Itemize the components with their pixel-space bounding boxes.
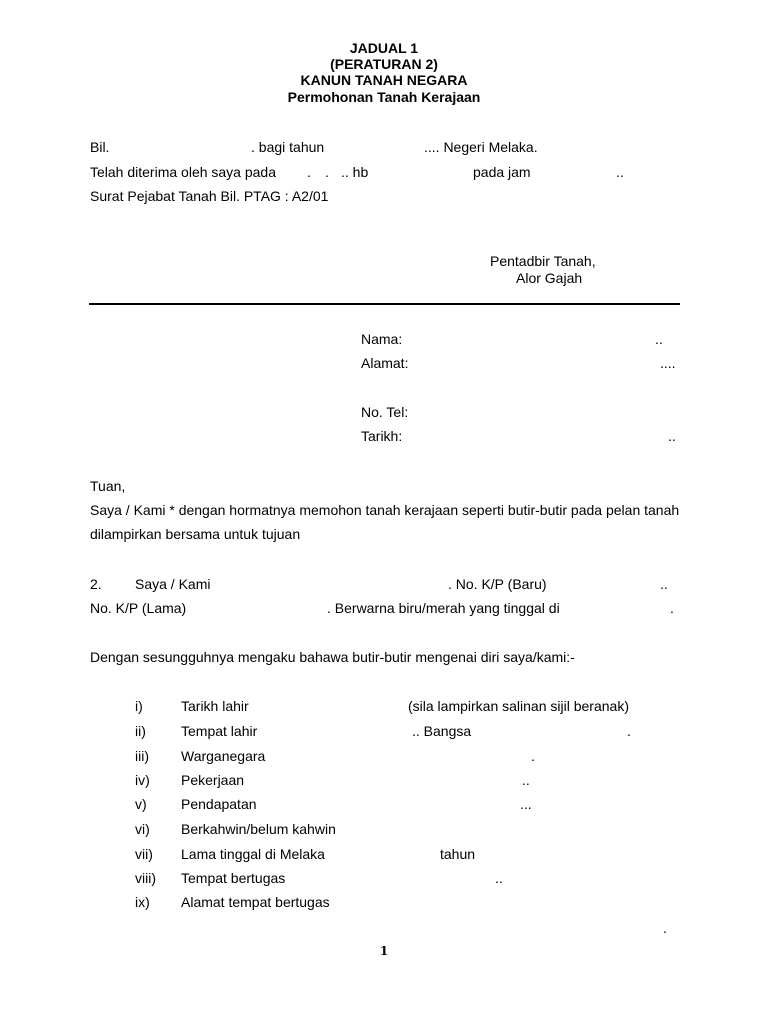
berwarna-label: . Berwarna biru/merah yang tinggal di	[327, 600, 560, 616]
item-number: ix)	[135, 894, 150, 910]
item-label: Pekerjaan	[181, 772, 245, 788]
date-dot-1: .	[307, 164, 311, 180]
paragraph-1-line-2: dilampirkan bersama untuk tujuan	[90, 526, 301, 542]
declaration-text: Dengan sesungguhnya mengaku bahawa butir-butir mengenai diri saya/kami:-	[90, 649, 575, 665]
surat-reference: Surat Pejabat Tanah Bil. PTAG : A2/01	[90, 188, 329, 204]
item-label: Tempat lahir	[181, 723, 258, 739]
paragraph-2-number: 2.	[90, 576, 102, 592]
item-number: iv)	[135, 772, 150, 788]
item-number: i)	[135, 698, 143, 714]
negeri-label: .... Negeri Melaka.	[424, 139, 538, 155]
item-number: ii)	[135, 723, 146, 739]
item-dots: ...	[520, 796, 532, 812]
heading-schedule: JADUAL 1	[349, 40, 419, 56]
trailing-dot: .	[663, 920, 667, 936]
berwarna-dot: .	[670, 600, 674, 616]
heading-code: KANUN TANAH NEGARA	[300, 72, 468, 88]
tel-label: No. Tel:	[361, 404, 409, 420]
kp-baru-label: . No. K/P (Baru)	[448, 576, 547, 592]
nama-dots: ..	[655, 331, 663, 347]
saya-kami-label: Saya / Kami	[135, 576, 211, 592]
salutation: Tuan,	[90, 478, 126, 494]
addressee-title: Pentadbir Tanah,	[490, 253, 596, 269]
item-label: Warganegara	[181, 748, 266, 764]
item-number: iii)	[135, 748, 149, 764]
item-dots: .	[531, 748, 535, 764]
hb-label: .. hb	[341, 164, 369, 180]
alamat-dots: ....	[660, 355, 676, 371]
alamat-label: Alamat:	[361, 355, 409, 371]
item-label: Berkahwin/belum kahwin	[181, 821, 336, 837]
pada-jam-label: pada jam	[473, 164, 531, 180]
item-number: vii)	[135, 846, 153, 862]
bil-label: Bil.	[90, 139, 110, 155]
item-number: viii)	[135, 870, 156, 886]
tarikh-dots: ..	[668, 428, 676, 444]
bagi-tahun-label: . bagi tahun	[251, 139, 325, 155]
item-dots: ..	[522, 772, 530, 788]
item-number: v)	[135, 796, 147, 812]
kp-lama-label: No. K/P (Lama)	[90, 600, 187, 616]
page-number: 1	[379, 944, 389, 958]
kp-baru-dots: ..	[660, 576, 668, 592]
heading-regulation: (PERATURAN 2)	[330, 56, 438, 72]
item-note: .. Bangsa	[412, 723, 472, 739]
addressee-place: Alor Gajah	[516, 270, 583, 286]
paragraph-1-line-1: Saya / Kami * dengan hormatnya memohon tanah kerajaan seperti butir-butir pada pelan tanah	[90, 502, 680, 518]
item-label: Lama tinggal di Melaka	[181, 846, 325, 862]
nama-label: Nama:	[361, 331, 403, 347]
item-note: (sila lampirkan salinan sijil beranak)	[408, 698, 629, 714]
tarikh-label: Tarikh:	[361, 428, 403, 444]
item-dots: ..	[495, 870, 503, 886]
date-dot-2: .	[325, 164, 329, 180]
heading-application: Permohonan Tanah Kerajaan	[287, 89, 481, 105]
jam-dots: ..	[616, 164, 624, 180]
item-label: Tempat bertugas	[181, 870, 286, 886]
item-label: Pendapatan	[181, 796, 257, 812]
item-note: tahun	[440, 846, 476, 862]
item-label: Alamat tempat bertugas	[181, 894, 330, 910]
item-label: Tarikh lahir	[181, 698, 249, 714]
divider-line	[89, 303, 680, 305]
item-dots: .	[627, 723, 631, 739]
diterima-label: Telah diterima oleh saya pada	[90, 164, 277, 180]
item-number: vi)	[135, 821, 150, 837]
